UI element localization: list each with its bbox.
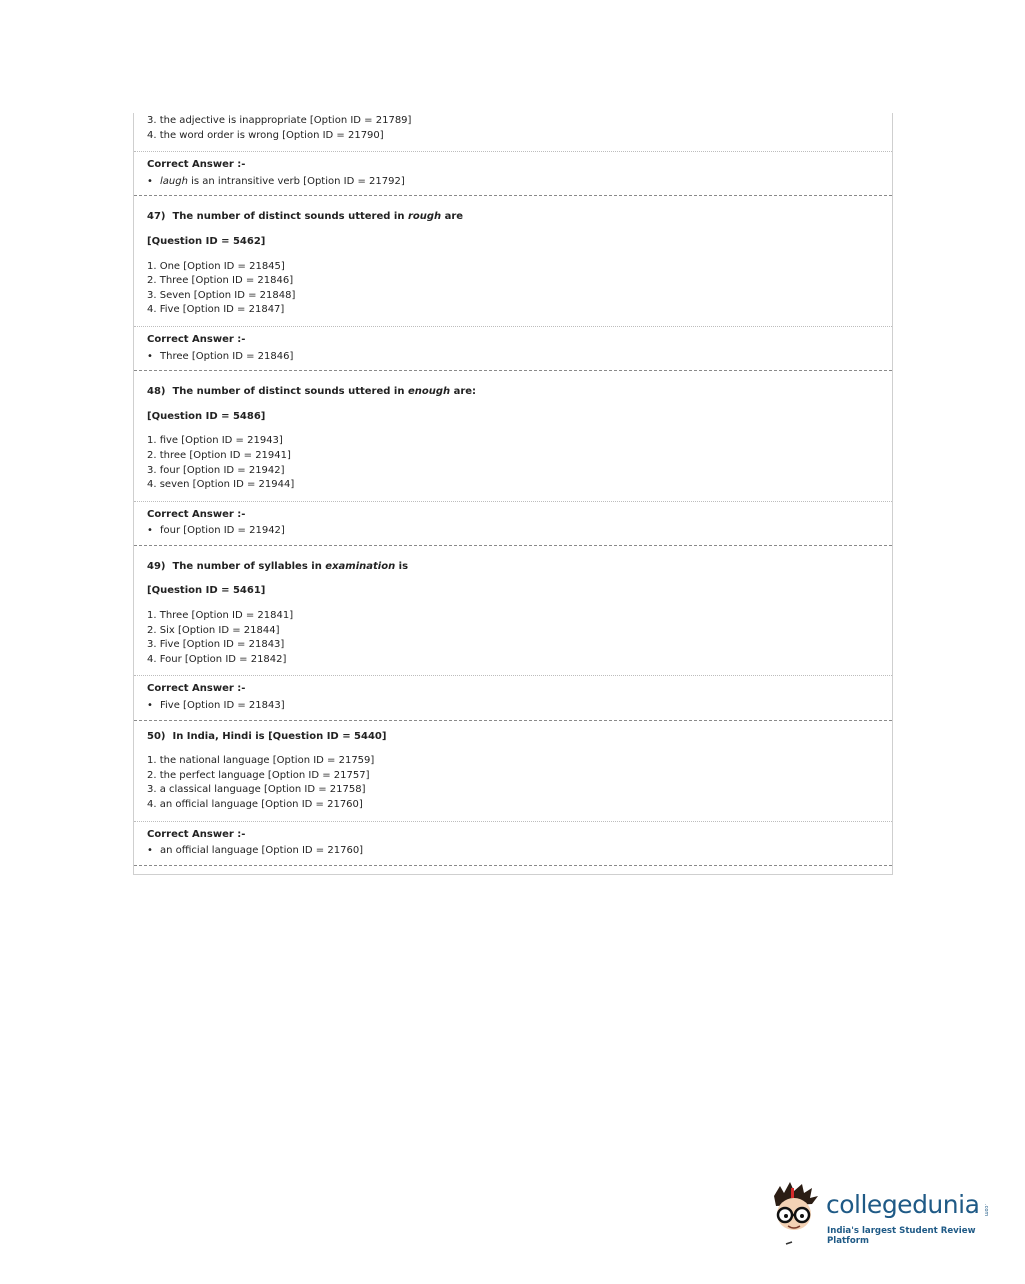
option-item: 2. three [Option ID = 21941] bbox=[147, 449, 291, 461]
option-item: 3. the adjective is inappropriate [Option ID = 21789] bbox=[147, 115, 412, 126]
question-48 bbox=[134, 371, 892, 501]
question-title: 48) The number of distinct sounds uttered in enough are: bbox=[147, 386, 477, 398]
correct-answer-label: Correct Answer :- bbox=[147, 159, 246, 171]
option-item: 1. Three [Option ID = 21841] bbox=[147, 610, 294, 622]
correct-answer-value: • an official language [Option ID = 21760] bbox=[147, 844, 892, 859]
question-47 bbox=[134, 196, 892, 326]
option-item: 4. the word order is wrong [Option ID = 21790] bbox=[147, 129, 384, 141]
option-item: 4. seven [Option ID = 21944] bbox=[147, 479, 295, 491]
correct-answer-value: • Five [Option ID = 21843] bbox=[147, 699, 892, 714]
correct-answer-label: Correct Answer :- bbox=[147, 508, 246, 520]
collegedunia-logo bbox=[766, 1178, 996, 1248]
question-id: [Question ID = 5462] bbox=[147, 235, 266, 247]
question-options bbox=[147, 599, 892, 675]
question-title: 47) The number of distinct sounds uttered in rough are bbox=[147, 211, 464, 223]
question-options bbox=[147, 424, 892, 500]
answer-block-50 bbox=[134, 821, 892, 866]
option-item: 2. the perfect language [Option ID = 21757] bbox=[147, 769, 370, 781]
prev-options bbox=[134, 113, 892, 151]
option-item: 2. Six [Option ID = 21844] bbox=[147, 624, 280, 636]
correct-answer-label: Correct Answer :- bbox=[147, 828, 246, 840]
question-50 bbox=[134, 721, 892, 821]
option-item: 1. the national language [Option ID = 21759] bbox=[147, 755, 375, 767]
correct-answer-value bbox=[147, 175, 892, 190]
question-title: 50) In India, Hindi is [Question ID = 5440] bbox=[147, 730, 387, 742]
prev-answer-block bbox=[134, 151, 892, 196]
question-options bbox=[147, 744, 892, 820]
sheet-bottom-spacer bbox=[134, 866, 892, 874]
correct-answer-label: Correct Answer :- bbox=[147, 683, 246, 695]
logo-wordmark: collegedunia bbox=[826, 1190, 980, 1219]
correct-answer-label: Correct Answer :- bbox=[147, 333, 246, 345]
question-options bbox=[147, 250, 892, 326]
answer-block-49 bbox=[134, 675, 892, 720]
option-item: 3. Seven [Option ID = 21848] bbox=[147, 289, 296, 301]
correct-answer-value: • four [Option ID = 21942] bbox=[147, 524, 892, 539]
option-item: 3. Five [Option ID = 21843] bbox=[147, 639, 285, 651]
question-id: [Question ID = 5486] bbox=[147, 410, 266, 422]
question-id: [Question ID = 5461] bbox=[147, 585, 266, 597]
option-item: 4. Five [Option ID = 21847] bbox=[147, 304, 285, 316]
logo-tagline: India's largest Student Review Platform bbox=[827, 1226, 976, 1246]
option-item: 4. Four [Option ID = 21842] bbox=[147, 653, 287, 665]
correct-answer-value: • Three [Option ID = 21846] bbox=[147, 350, 892, 365]
option-item: 3. a classical language [Option ID = 21758] bbox=[147, 784, 366, 796]
answer-emphasis: laugh bbox=[160, 175, 188, 187]
answer-text: is an intransitive verb [Option ID = 21792] bbox=[187, 175, 405, 187]
option-item: 4. an official language [Option ID = 21760] bbox=[147, 799, 363, 810]
mascot-icon bbox=[766, 1178, 826, 1248]
option-item: 2. Three [Option ID = 21846] bbox=[147, 275, 294, 287]
option-item: 1. One [Option ID = 21845] bbox=[147, 260, 285, 272]
question-sheet bbox=[133, 113, 893, 875]
logo-suffix: .com bbox=[983, 1204, 989, 1217]
question-49 bbox=[134, 546, 892, 676]
question-title: 49) The number of syllables in examination is bbox=[147, 560, 409, 572]
answer-block-48 bbox=[134, 501, 892, 546]
option-item: 3. four [Option ID = 21942] bbox=[147, 464, 285, 476]
option-item: 1. five [Option ID = 21943] bbox=[147, 435, 283, 447]
answer-block-47 bbox=[134, 326, 892, 371]
